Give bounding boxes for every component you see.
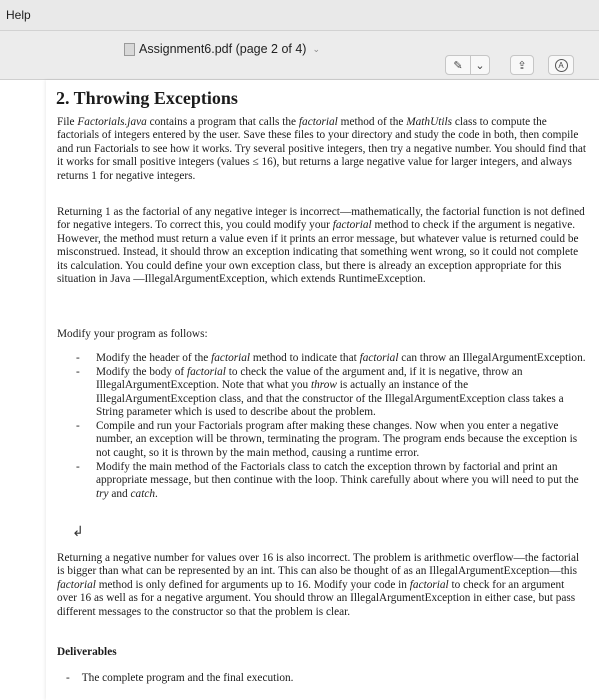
section-heading: 2. Throwing Exceptions	[56, 88, 238, 108]
window-title[interactable]	[124, 42, 320, 56]
menu-bar	[0, 0, 599, 31]
menu-help[interactable]: Help	[6, 8, 31, 22]
deliverables-item: - The complete program and the final execution.	[66, 672, 294, 684]
share-icon: ⇪	[517, 59, 527, 72]
paragraph-explanation: Returning 1 as the factorial of any negative integer is incorrect—mathematically, the factorial function is not defined for negative integers. To correct this, you could modify your factorial method to check if the argument is negative. However, the method must return a value even if it prints an error message, but whatever value is returned could be misconstrued. Instead, it should throw an exception indicating that something went wrong, so it could not complete its calculation. You could define your own exception class, but there is already an exception appropriate for this situation in Java —IllegalArgumentException, which extends RuntimeException.	[57, 206, 585, 286]
paragraph-instructions: Modify your program as follows:	[57, 328, 208, 340]
paragraph-overflow: Returning a negative number for values over 16 is also incorrect. The problem is arithmetic overflow—the factorial is bigger than what can be represented by an int. This can also be thought of as an IllegalArgumentException—this factorial method is only defined for arguments up to 16. Modify your code in factorial to check for an argument over 16 as well as for a negative argument. You should throw an IllegalArgumentException in either case, but pass different messages to the constructor so that the problem is clear.	[57, 552, 580, 618]
list-item: - Compile and run your Factorials program after making these changes. Now when you enter a negative number, an exception will be thrown, terminating the program. The program ends because the exception is not caught, so it is thrown by the main method, causing a runtime error.	[76, 420, 578, 459]
pen-dropdown-button[interactable]	[470, 55, 490, 75]
pdf-page	[46, 80, 599, 700]
list-item: - Modify the main method of the Factorials class to catch the exception thrown by factorial and print an appropriate message, but then continue with the loop. Think carefully about where you will need to put the try and catch.	[76, 460, 579, 500]
task-list	[76, 352, 588, 501]
chevron-down-icon: ⌄	[475, 59, 485, 72]
window-title-text: Assignment6.pdf (page 2 of 4)	[139, 42, 307, 56]
markup-button[interactable]	[548, 55, 574, 75]
deliverables-heading: Deliverables	[57, 646, 117, 658]
list-item: - Modify the body of factorial to check the value of the argument and, if it is negative, throw an IllegalArgumentException. Note that what you throw is actually an instance of the IllegalArgumentException class, and that the constructor of the IllegalArgumentException class takes a String parameter which is used to describe about the problem.	[76, 365, 564, 419]
pen-button[interactable]	[445, 55, 471, 75]
title-chevron-down-icon[interactable]: ⌄	[312, 43, 321, 54]
markup-icon: A	[555, 59, 568, 72]
margin-arrow-icon: ↲	[72, 525, 84, 540]
paragraph-intro: File Factorials.java contains a program that calls the factorial method of the MathUtils class to compute the factorials of integers entered by the user. Save these files to your directory and study the code in both, then compile and run Factorials to see how it works. Try several positive integers, then try a negative number. You should find that it works for small positive integers (values ≤ 16), but returns a large negative value for larger integers, and always returns 1 for negative integers.	[57, 116, 586, 182]
share-button[interactable]	[510, 55, 534, 75]
pen-icon: ✎	[453, 59, 463, 72]
list-item: - Modify the header of the factorial method to indicate that factorial can throw an IllegalArgumentException.	[76, 352, 586, 364]
pdf-file-icon	[124, 43, 135, 56]
window-toolbar	[0, 31, 599, 80]
